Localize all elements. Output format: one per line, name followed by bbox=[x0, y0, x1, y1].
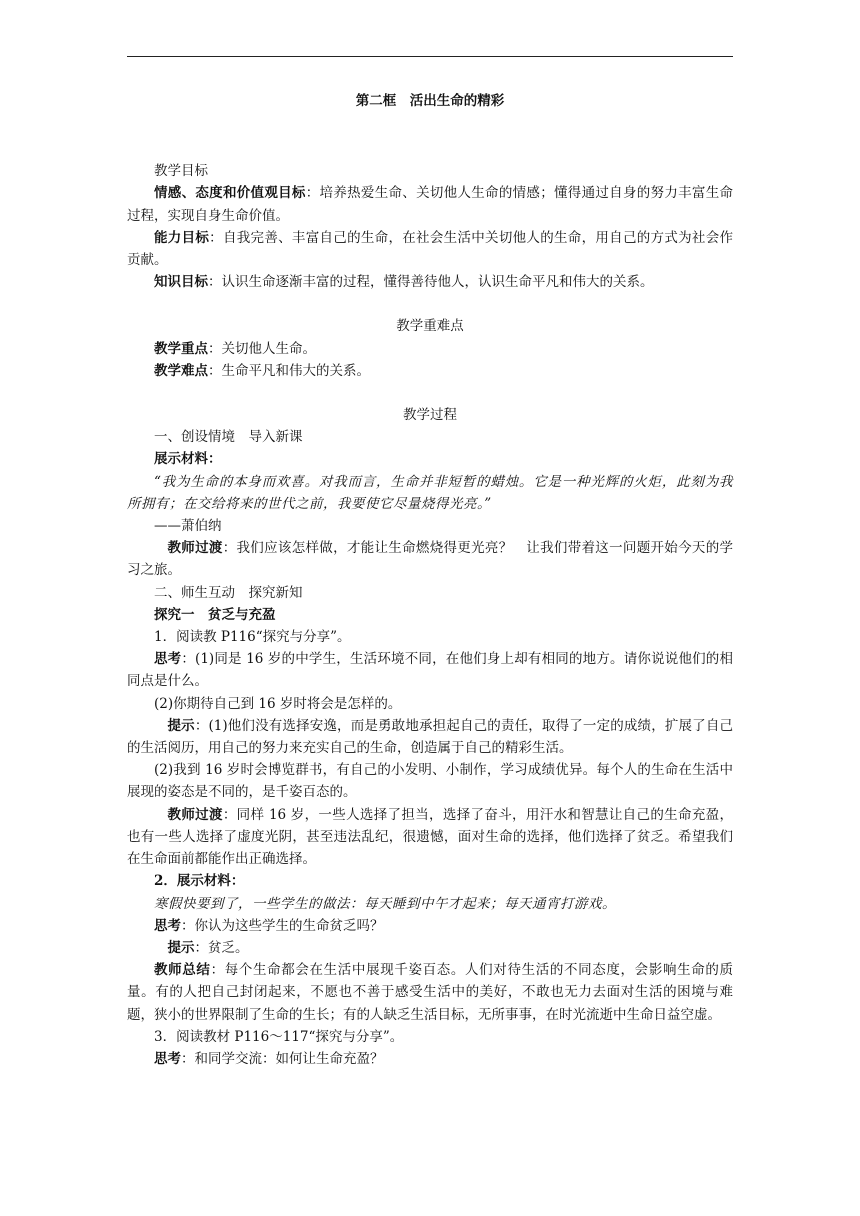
think-1-label: 思考 bbox=[154, 651, 182, 668]
think-3-text: ：和同学交流：如何让生命充盈？ bbox=[181, 1050, 384, 1067]
key-difficulty-text: ：生命平凡和伟大的关系。 bbox=[208, 362, 370, 379]
think-3-label: 思考 bbox=[154, 1050, 181, 1067]
goal-ability-text: ：自我完善、丰富自己的生命，在社会生活中关切他人的生命，用自己的方式为社会作贡献。 bbox=[127, 229, 733, 269]
key-focus bbox=[127, 338, 733, 360]
goals-heading: 教学目标 bbox=[154, 163, 208, 180]
goal-emotion-text: ：培养热爱生命、关切他人生命的情感；懂得通过自身的努力丰富生命过程，实现自身生命价值。 bbox=[127, 185, 734, 224]
transition-2-label: 教师过渡 bbox=[167, 806, 223, 823]
think-1-q2: (2)你期待自己到 16 岁时将会是怎样的。 bbox=[154, 695, 402, 712]
hint-2 bbox=[127, 937, 733, 959]
think-1-text: ：(1)同是 16 岁的中学生，生活环境不同，在他们身上却有相同的地方。请你说说他们的相同点是什么。 bbox=[127, 651, 733, 690]
hint-2-text: ：贫乏。 bbox=[194, 939, 249, 956]
key-focus-text: ：关切他人生命。 bbox=[208, 340, 316, 357]
section-2-heading: 二、师生互动 探究新知 bbox=[154, 584, 303, 601]
hint-2-label: 提示 bbox=[167, 939, 195, 956]
item-1: 1．阅读教 P116“探究与分享”。 bbox=[154, 629, 351, 646]
key-focus-label: 教学重点 bbox=[154, 340, 208, 357]
item-2: 2．展示材料： bbox=[154, 873, 245, 890]
transition-2-text: ：同样 16 岁，一些人选择了担当，选择了奋斗，用汗水和智慧让自己的生命充盈，也有一些人选择了虚度光阴，甚至违法乱纪，很遗憾，面对生命的选择，他们选择了贫乏。希望我们在生命面前都能作出正确选择。 bbox=[127, 806, 733, 868]
explore-1-heading: 探究一 贫乏与充盈 bbox=[154, 606, 276, 623]
material-label: 展示材料： bbox=[154, 451, 222, 468]
goal-knowledge-label: 知识目标 bbox=[154, 274, 208, 291]
goal-knowledge bbox=[127, 271, 733, 293]
goal-knowledge-text: ：认识生命逐渐丰富的过程，懂得善待他人，认识生命平凡和伟大的关系。 bbox=[208, 274, 654, 291]
quote-text: “我为生命的本身而欢喜。对我而言，生命并非短暂的蜡烛。它是一种光辉的火炬，此刻为我所拥有；在交给将来的世代之前，我要使它尽量烧得光亮。” bbox=[127, 473, 733, 512]
header-rule bbox=[127, 56, 733, 57]
think-3 bbox=[127, 1048, 733, 1070]
think-1 bbox=[127, 648, 733, 692]
think-2 bbox=[127, 915, 733, 937]
goal-emotion bbox=[127, 182, 733, 226]
think-2-text: ：你认为这些学生的生命贫乏吗？ bbox=[181, 917, 384, 934]
section-1-heading: 一、创设情境 导入新课 bbox=[154, 429, 303, 446]
transition-1-label: 教师过渡 bbox=[167, 540, 223, 557]
transition-1-text: ：我们应该怎样做，才能让生命燃烧得更光亮？ 让我们带着这一问题开始今天的学习之旅。 bbox=[127, 540, 734, 579]
teacher-transition-2 bbox=[127, 804, 733, 871]
goal-emotion-label: 情感、态度和价值观目标 bbox=[154, 185, 306, 202]
key-points-heading: 教学重难点 bbox=[396, 318, 464, 335]
item-3: 3．阅读教材 P116～117“探究与分享”。 bbox=[154, 1028, 404, 1045]
think-2-label: 思考 bbox=[154, 917, 181, 934]
hint-1-label: 提示 bbox=[167, 717, 195, 734]
key-difficulty bbox=[127, 360, 733, 382]
process-heading: 教学过程 bbox=[403, 407, 457, 424]
quote-author: ——萧伯纳 bbox=[154, 518, 222, 535]
hint-1-p2: (2)我到 16 岁时会博览群书，有自己的小发明、小制作，学习成绩优异。每个人的生命在生活中展现的姿态是不同的，是千姿百态的。 bbox=[127, 762, 733, 801]
goal-ability bbox=[127, 227, 733, 271]
key-difficulty-label: 教学难点 bbox=[154, 362, 208, 379]
summary-text: ：每个生命都会在生活中展现千姿百态。人们对待生活的不同态度，会影响生命的质量。有的人把自己封闭起来，不愿也不善于感受生活中的美好，不敢也无力去面对生活的困境与难题，狭小的世界限制了生命的生长；有的人缺乏生活目标，无所事事，在时光流逝中生命日益空虚。 bbox=[127, 962, 734, 1023]
document-body bbox=[127, 90, 733, 1070]
hint-1-text: ：(1)他们没有选择安逸，而是勇敢地承担起自己的责任，取得了一定的成绩，扩展了自己的生活阅历，用自己的努力来充实自己的生命，创造属于自己的精彩生活。 bbox=[127, 717, 734, 757]
page-title: 第二框 活出生命的精彩 bbox=[355, 93, 505, 109]
hint-1 bbox=[127, 715, 733, 759]
teacher-summary bbox=[127, 959, 733, 1026]
summary-label: 教师总结 bbox=[154, 962, 211, 979]
material-2: 寒假快要到了，一些学生的做法：每天睡到中午才起来；每天通宵打游戏。 bbox=[154, 895, 616, 912]
teacher-transition-1 bbox=[127, 537, 733, 581]
goal-ability-label: 能力目标 bbox=[154, 229, 210, 246]
